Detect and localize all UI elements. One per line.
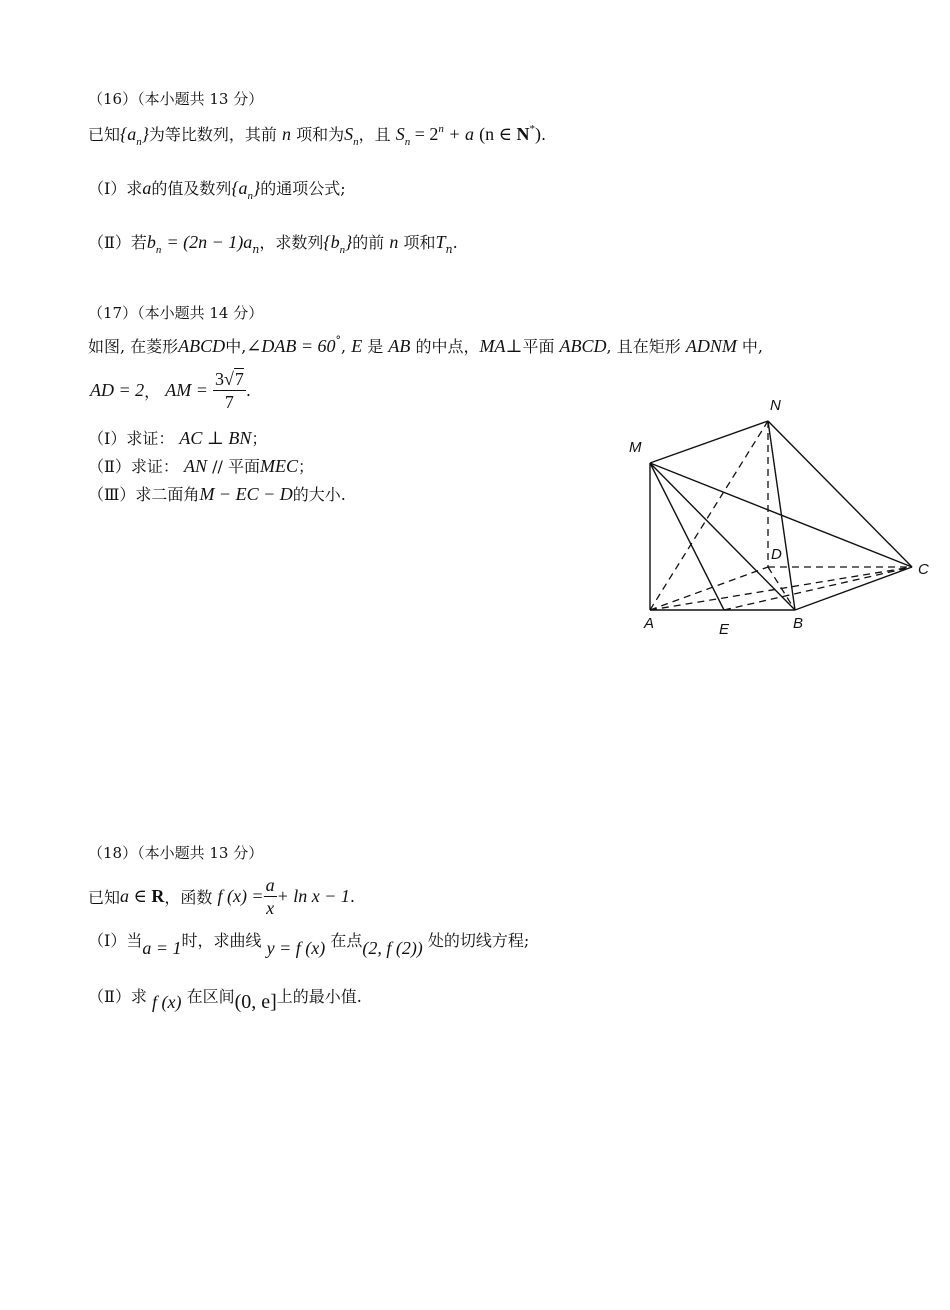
label-B: B <box>793 615 804 632</box>
q16-header: （16）（本小题共 13 分） <box>88 90 264 108</box>
edge-BC <box>795 567 912 610</box>
sn-formula: $S_n = 2^n + a$ <box>395 123 475 148</box>
q17-statement-line2: AD = 2， AM = $\frac{3√7}{7}$ . <box>90 369 251 412</box>
q18-part1: （Ⅰ）当a = 1时，求曲线 y = f (x) 在点(2, f (2)) 处的切线方程; <box>88 931 530 958</box>
edge-MB <box>650 463 795 610</box>
q16-statement: 已知$\{a_n\}$为等比数列，其前 n 项和为$S_n$，且 $S_n = 2^n + a$ (n ∈ N*). <box>88 123 547 148</box>
edge-DB <box>768 567 795 610</box>
q16-part2: （Ⅱ）若$b_n = (2n - 1)a_n$，求数列$\{b_n\}$的前 n 项和$T_n$. <box>88 232 458 256</box>
a-over-x: $\frac{a}{x}$ <box>265 875 275 918</box>
label-N: N <box>770 397 781 414</box>
label-C: C <box>918 561 929 578</box>
q18-header: （18）（本小题共 13 分） <box>88 844 264 862</box>
q18-part2: （Ⅱ）求 f (x) 在区间(0, e]上的最小值. <box>88 987 362 1013</box>
q17-part2: （Ⅱ）求证： AN // 平面MEC； <box>88 456 314 476</box>
label-M: M <box>629 439 642 456</box>
q17-part1: （Ⅰ）求证： AC ⊥ BN； <box>88 428 268 448</box>
label-A: A <box>644 615 655 632</box>
q17-part3: （Ⅲ）求二面角M − EC − D的大小. <box>88 484 346 504</box>
edge-NC <box>768 421 912 567</box>
domain: (n ∈ N*) <box>479 123 541 144</box>
q17-statement-line1: 如图, 在菱形ABCD中,∠DAB = 60°, E 是 AB 的中点，MA⊥平面 ABCD, 且在矩形 ADNM 中, <box>88 334 764 356</box>
q16-part1: （Ⅰ）求a的值及数列$\{a_n\}$的通项公式; <box>88 178 346 202</box>
am-fraction: $\frac{3√7}{7}$ <box>214 369 244 412</box>
pyramid-figure <box>620 390 940 640</box>
q17-header: （17）（本小题共 14 分） <box>88 304 264 322</box>
edge-EC <box>724 567 912 610</box>
q18-statement: 已知a ∈ R，函数 f (x) = $\frac{a}{x}$ + ln x − 1. <box>88 875 355 918</box>
edge-MN <box>650 421 768 463</box>
label-D: D <box>771 546 782 563</box>
edge-ME <box>650 463 724 610</box>
label-E: E <box>719 621 730 638</box>
seq-an: $\{a_n\}$ <box>120 124 149 148</box>
